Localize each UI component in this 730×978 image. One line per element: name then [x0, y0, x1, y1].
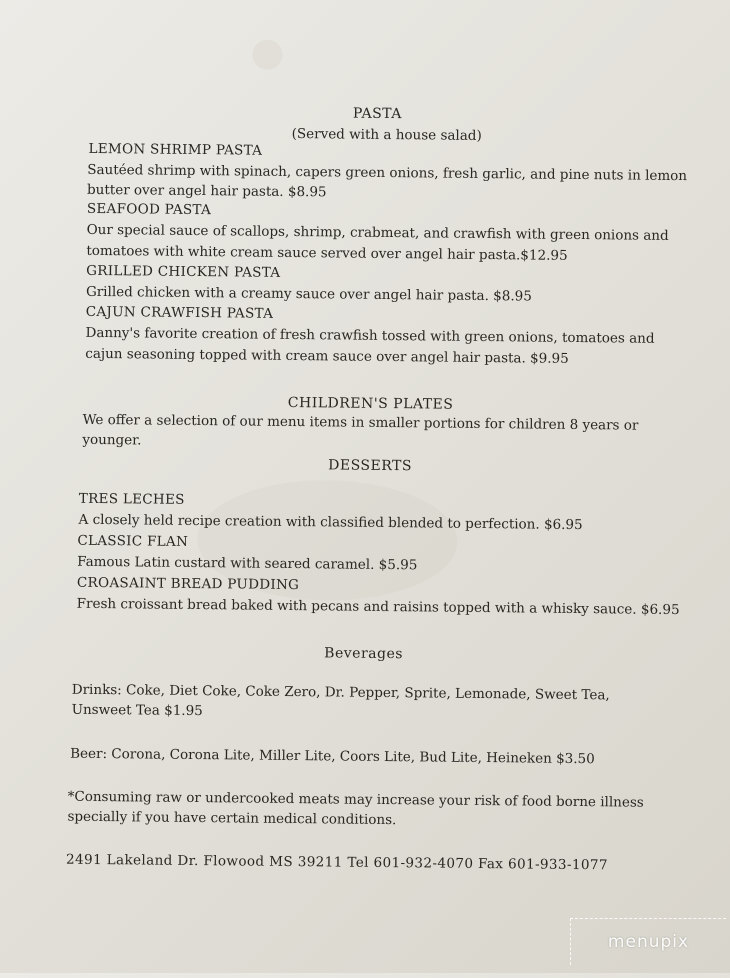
children-description: younger. [82, 431, 142, 449]
restaurant-address: 2491 Lakeland Dr. Flowood MS 39211 Tel 601-932-4070 Fax 601-933-1077 [65, 851, 608, 874]
health-notice: *Consuming raw or undercooked meats may increase your risk of food borne illness [67, 788, 644, 811]
menu-item-description: A closely held recipe creation with classified blended to perfection. $6.95 [78, 511, 583, 534]
menu-item-description: Grilled chicken with a creamy sauce over angel hair pasta. $8.95 [85, 283, 532, 305]
menu-item-description: Sautéed shrimp with spinach, capers green onions, fresh garlic, and pine nuts in lemon [87, 161, 688, 185]
menu-item-name: TRES LECHES [78, 490, 185, 508]
menu-item-name: LEMON SHRIMP PASTA [88, 140, 263, 159]
health-notice: specially if you have certain medical conditions. [67, 808, 397, 829]
pasta-heading: PASTA [352, 105, 402, 123]
pasta-subheading: (Served with a house salad) [291, 125, 482, 144]
desserts-heading: DESSERTS [328, 457, 413, 475]
menu-item-description: butter over angel hair pasta. $8.95 [86, 181, 327, 201]
menu-item-name: CLASSIC FLAN [77, 532, 189, 550]
paper-smudge [252, 40, 282, 70]
beverages-heading: Beverages [324, 645, 404, 663]
menu-item-name: CROASAINT BREAD PUDDING [76, 574, 300, 594]
children-description: We offer a selection of our menu items in smaller portions for children 8 years or [82, 411, 639, 434]
children-heading: CHILDREN'S PLATES [287, 394, 454, 413]
menu-item-name: GRILLED CHICKEN PASTA [86, 262, 281, 281]
menu-item-description: Famous Latin custard with seared caramel. $5.95 [77, 553, 418, 574]
beer-list: Beer: Corona, Corona Lite, Miller Lite, Coors Lite, Bud Lite, Heineken $3.50 [70, 745, 595, 768]
menu-item-description: Our special sauce of scallops, shrimp, crabmeat, and crawfish with green onions and [86, 221, 669, 244]
menu-item-description: tomatoes with white cream sauce served over angel hair pasta.$12.95 [86, 242, 568, 264]
drinks-list: Drinks: Coke, Diet Coke, Coke Zero, Dr. Pepper, Sprite, Lemonade, Sweet Tea, [71, 681, 610, 704]
menu-item-description: cajun seasoning topped with cream sauce over angel hair pasta. $9.95 [85, 345, 569, 367]
menu-item-description: Danny's favorite creation of fresh crawfish tossed with green onions, tomatoes and [85, 324, 655, 347]
menu-item-name: SEAFOOD PASTA [86, 200, 212, 219]
menu-item-description: Fresh croissant bread baked with pecans and raisins topped with a whisky sauce. $6.95 [76, 595, 680, 619]
menupix-watermark: menupix [570, 918, 726, 965]
menu-item-name: CAJUN CRAWFISH PASTA [85, 303, 274, 322]
drinks-list: Unsweet Tea $1.95 [71, 701, 203, 720]
